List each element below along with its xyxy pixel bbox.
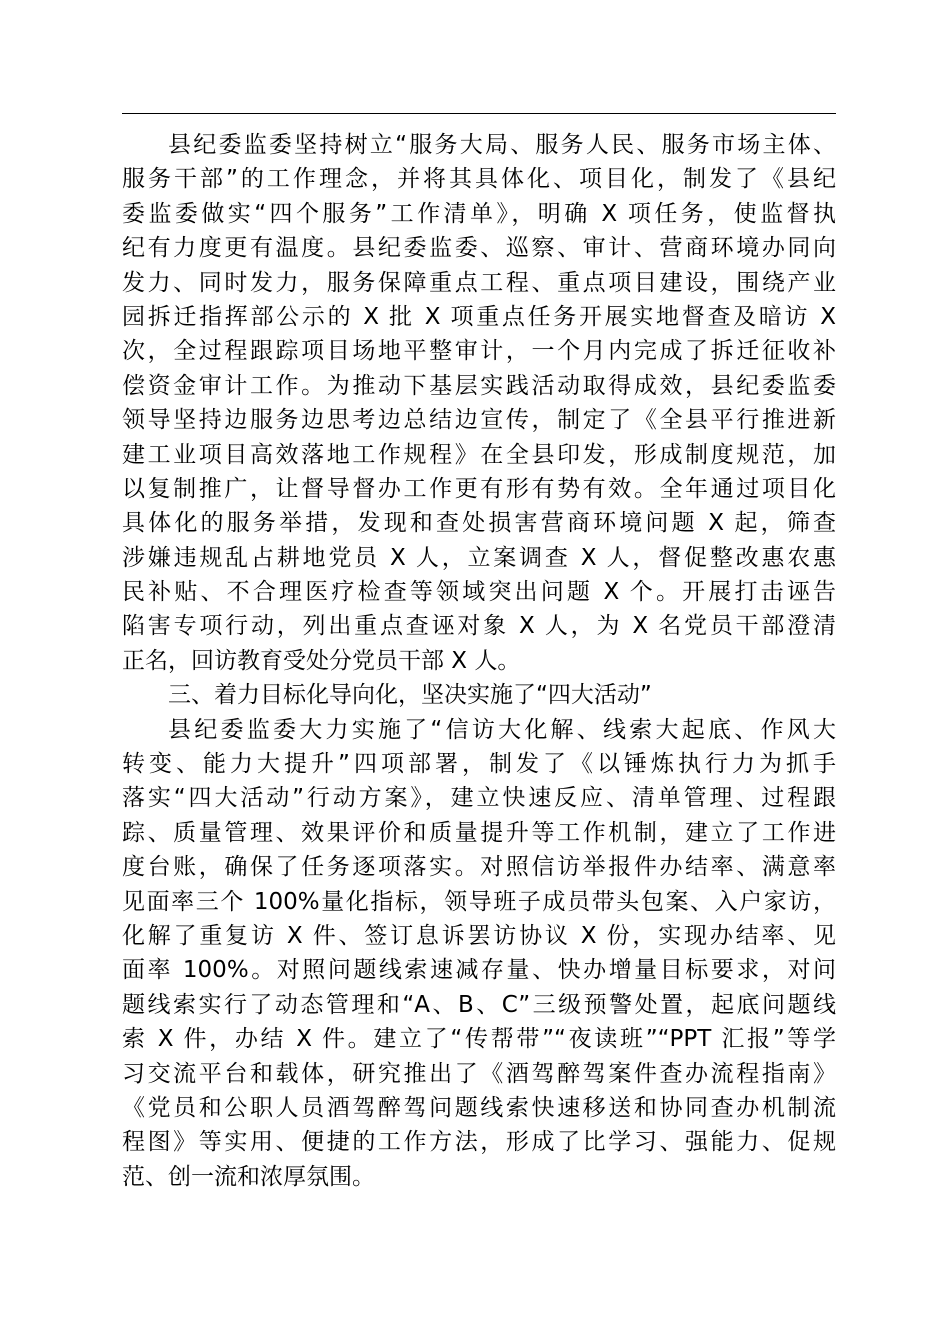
text-line: 涉嫌违规乱占耕地党员 X 人，立案调查 X 人，督促整改惠农惠 — [122, 544, 836, 571]
header-rule — [122, 113, 836, 114]
text-line: 园拆迁指挥部公示的 X 批 X 项重点任务开展实地督查及暗访 X — [122, 303, 836, 330]
text-line: 纪有力度更有温度。县纪委监委、巡察、审计、营商环境办同向 — [122, 235, 836, 262]
text-line: 转变、能力大提升”四项部署，制发了《以锤炼执行力为抓手 — [122, 751, 836, 778]
text-line: 题线索实行了动态管理和“A、B、C”三级预警处置，起底问题线 — [122, 991, 836, 1018]
section-heading: 三、着力目标化导向化，坚决实施了“四大活动” — [168, 682, 652, 709]
text-line: 县纪委监委大力实施了“信访大化解、线索大起底、作风大 — [168, 716, 836, 743]
text-line: 具体化的服务举措，发现和查处损害营商环境问题 X 起，筛查 — [122, 510, 836, 537]
text-line: 领导坚持边服务边思考边总结边宣传，制定了《全县平行推进新 — [122, 407, 836, 434]
text-line: 民补贴、不合理医疗检查等领域突出问题 X 个。开展打击诬告 — [122, 579, 836, 606]
text-line: 发力、同时发力，服务保障重点工程、重点项目建设，围绕产业 — [122, 269, 836, 296]
text-line: 服务干部”的工作理念，并将其具体化、项目化，制发了《县纪 — [122, 166, 836, 193]
text-line: 习交流平台和载体，研究推出了《酒驾醉驾案件查办流程指南》 — [122, 1060, 836, 1087]
text-line: 偿资金审计工作。为推动下基层实践活动取得成效，县纪委监委 — [122, 372, 836, 399]
text-line: 建工业项目高效落地工作规程》在全县印发，形成制度规范，加 — [122, 441, 836, 468]
text-line: 踪、质量管理、效果评价和质量提升等工作机制，建立了工作进 — [122, 819, 836, 846]
document-body — [122, 128, 836, 1194]
text-line: 陷害专项行动，列出重点查诬对象 X 人，为 X 名党员干部澄清 — [122, 613, 836, 640]
text-line: 次，全过程跟踪项目场地平整审计，一个月内完成了拆迁征收补 — [122, 338, 836, 365]
paragraph-2 — [122, 713, 836, 1194]
text-line: 县纪委监委坚持树立“服务大局、服务人民、服务市场主体、 — [168, 132, 836, 158]
text-line: 落实“四大活动”行动方案》，建立快速反应、清单管理、过程跟 — [122, 785, 836, 812]
text-line: 索 X 件，办结 X 件。建立了“传帮带”“夜读班”“PPT 汇报”等学 — [122, 1026, 836, 1053]
text-line: 正名，回访教育受处分党员干部 X 人。 — [122, 647, 521, 674]
text-line: 委监委做实“四个服务”工作清单》，明确 X 项任务，使监督执 — [122, 200, 836, 227]
text-line: 面率 100%。对照问题线索速减存量、快办增量目标要求，对问 — [122, 957, 836, 984]
text-line: 程图》等实用、便捷的工作方法，形成了比学习、强能力、促规 — [122, 1129, 836, 1156]
text-line: 化解了重复访 X 件、签订息诉罢访协议 X 份，实现办结率、见 — [122, 922, 836, 949]
text-line: 范、创一流和浓厚氛围。 — [122, 1163, 375, 1190]
text-line: 度台账，确保了任务逐项落实。对照信访举报件办结率、满意率 — [122, 854, 836, 881]
text-line: 以复制推广，让督导督办工作更有形有势有效。全年通过项目化 — [122, 475, 836, 502]
text-line: 见面率三个 100%量化指标，领导班子成员带头包案、入户家访， — [122, 888, 836, 915]
text-line: 《党员和公职人员酒驾醉驾问题线索快速移送和协同查办机制流 — [122, 1094, 836, 1121]
paragraph-1 — [122, 128, 836, 678]
